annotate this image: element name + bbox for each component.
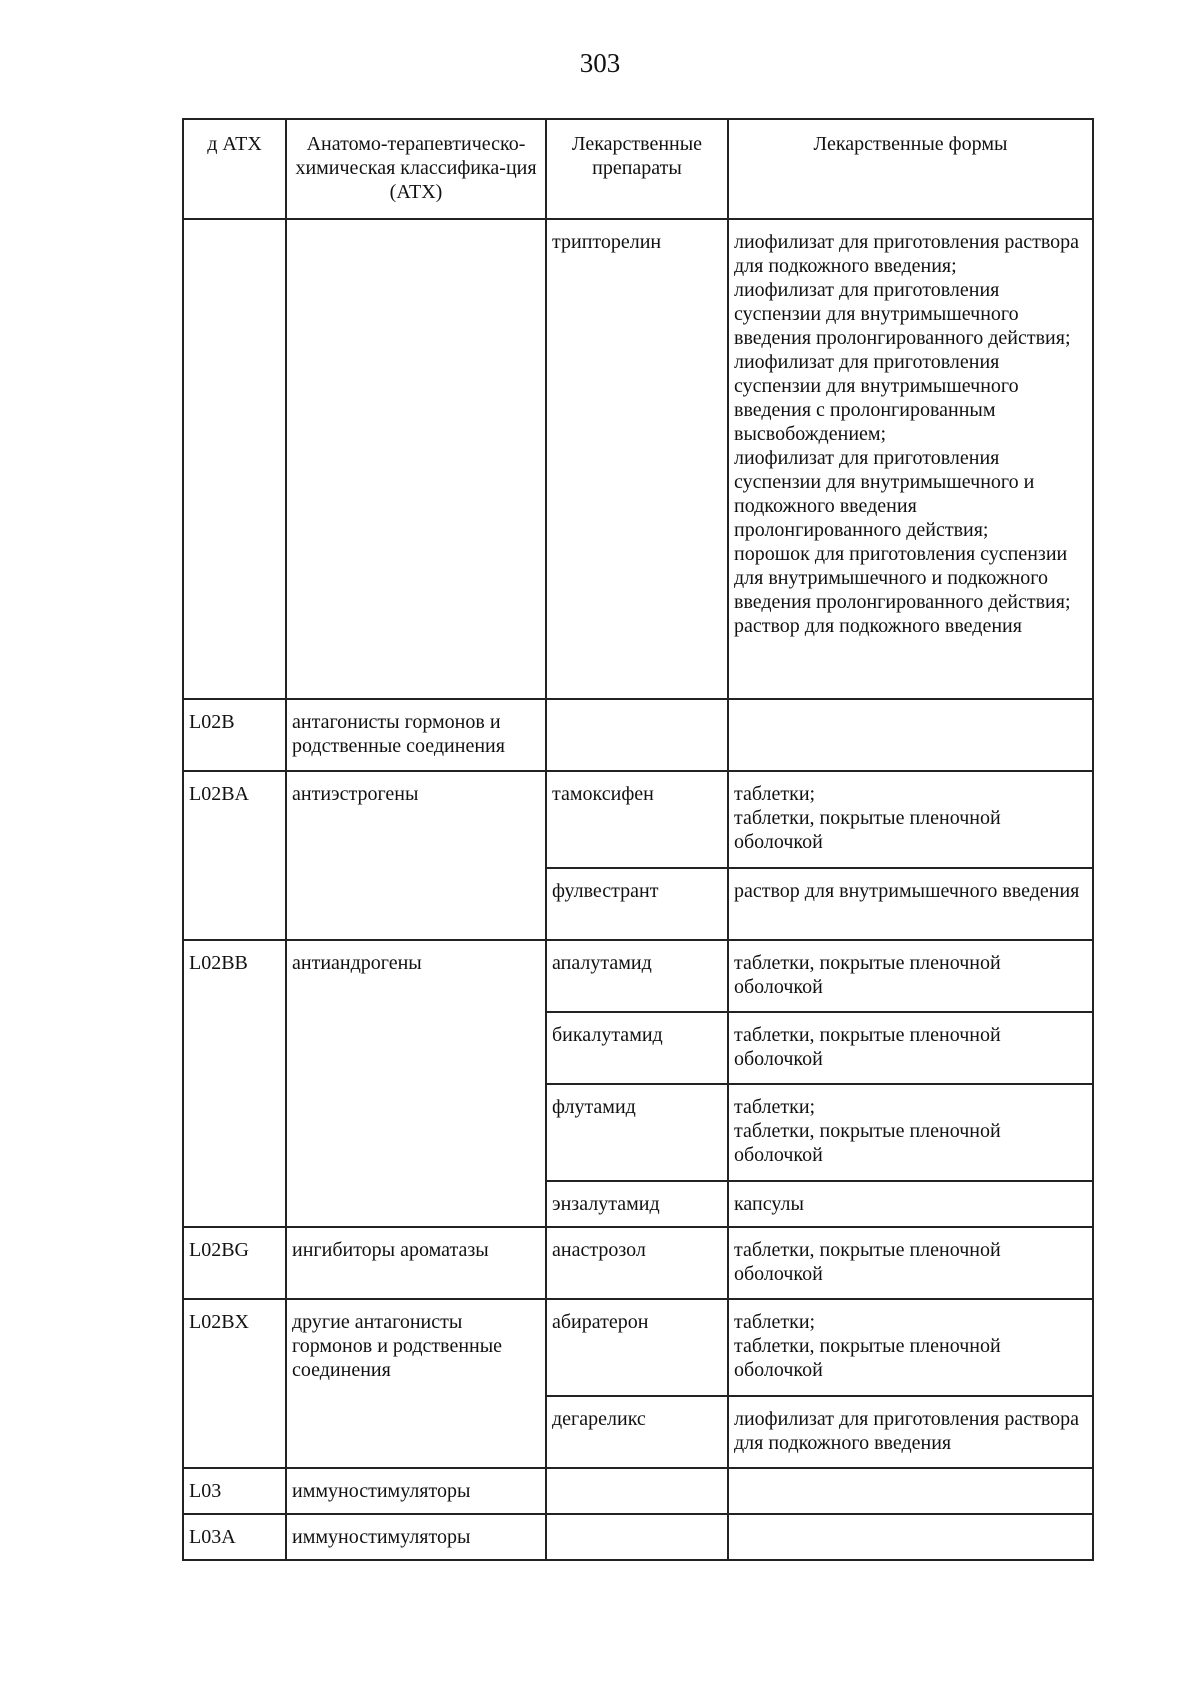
forms-cell	[728, 1299, 1093, 1396]
form-item: таблетки, покрытые пленочной оболочкой	[734, 1024, 1001, 1070]
drug-cell: трипторелин	[546, 219, 728, 699]
table-row	[183, 699, 1093, 771]
form-item: таблетки, покрытые пленочной оболочкой	[734, 1120, 1001, 1166]
form-item: лиофилизат для приготовления суспензии для внутримышечного введения с пролонгированным высвобождением;	[734, 351, 1019, 445]
code-cell: L02BB	[183, 940, 286, 1227]
class-cell: иммуностимуляторы	[286, 1514, 546, 1560]
drug-cell: анастрозол	[546, 1227, 728, 1299]
form-item: таблетки;	[734, 1311, 816, 1333]
class-cell: ингибиторы ароматазы	[286, 1227, 546, 1299]
drug-cell: фулвестрант	[546, 868, 728, 940]
table-row	[183, 1299, 1093, 1396]
forms-cell	[728, 1227, 1093, 1299]
drug-cell: дегареликс	[546, 1396, 728, 1468]
class-cell: другие антагонисты гормонов и родственные соединения	[286, 1299, 546, 1468]
table-row	[183, 219, 1093, 699]
code-cell: L02B	[183, 699, 286, 771]
class-cell: антиэстрогены	[286, 771, 546, 940]
forms-cell	[728, 940, 1093, 1012]
forms-cell	[728, 1396, 1093, 1468]
forms-cell	[728, 868, 1093, 940]
code-cell: L03A	[183, 1514, 286, 1560]
forms-cell	[728, 1514, 1093, 1560]
code-cell: L02BA	[183, 771, 286, 940]
drug-cell: бикалутамид	[546, 1012, 728, 1084]
form-item: капсулы	[734, 1193, 804, 1215]
code-cell: L03	[183, 1468, 286, 1514]
drug-cell: апалутамид	[546, 940, 728, 1012]
table-header-row	[183, 119, 1093, 219]
table-row	[183, 940, 1093, 1012]
code-cell: L02BX	[183, 1299, 286, 1468]
form-item: раствор для внутримышечного введения	[734, 880, 1080, 902]
form-item: порошок для приготовления суспензии для внутримышечного и подкожного введения пролонгированного действия;	[734, 543, 1071, 613]
header-code: д АТХ	[183, 119, 286, 219]
table-row	[183, 771, 1093, 868]
drug-cell: энзалутамид	[546, 1181, 728, 1227]
form-item: таблетки;	[734, 783, 816, 805]
form-item: таблетки, покрытые пленочной оболочкой	[734, 807, 1001, 853]
atx-table	[182, 118, 1094, 1561]
form-item: таблетки, покрытые пленочной оболочкой	[734, 1239, 1001, 1285]
code-cell	[183, 219, 286, 699]
forms-cell	[728, 219, 1093, 699]
class-cell: антиандрогены	[286, 940, 546, 1227]
form-item: лиофилизат для приготовления суспензии для внутримышечного и подкожного введения пролонгированного действия;	[734, 447, 1035, 541]
form-item: таблетки, покрытые пленочной оболочкой	[734, 1335, 1001, 1381]
form-item: таблетки;	[734, 1096, 816, 1118]
form-item: раствор для подкожного введения	[734, 615, 1022, 637]
class-cell: иммуностимуляторы	[286, 1468, 546, 1514]
forms-cell	[728, 1012, 1093, 1084]
header-drugs: Лекарственные препараты	[546, 119, 728, 219]
table-row	[183, 1468, 1093, 1514]
table-row	[183, 1227, 1093, 1299]
forms-cell	[728, 699, 1093, 771]
form-item: лиофилизат для приготовления суспензии для внутримышечного введения пролонгированного действия;	[734, 279, 1071, 349]
form-item: лиофилизат для приготовления раствора для подкожного введения	[734, 1408, 1080, 1454]
drug-cell: абиратерон	[546, 1299, 728, 1396]
drug-cell: флутамид	[546, 1084, 728, 1181]
drug-cell	[546, 1468, 728, 1514]
page-number: 303	[579, 48, 621, 78]
header-classification: Анатомо-терапевтическо-химическая классифика-ция (АТХ)	[286, 119, 546, 219]
forms-cell	[728, 1468, 1093, 1514]
header-forms: Лекарственные формы	[728, 119, 1093, 219]
forms-cell	[728, 1181, 1093, 1227]
forms-cell	[728, 1084, 1093, 1181]
drug-cell	[546, 1514, 728, 1560]
drug-cell: тамоксифен	[546, 771, 728, 868]
form-item: лиофилизат для приготовления раствора для подкожного введения;	[734, 231, 1080, 277]
class-cell: антагонисты гормонов и родственные соединения	[286, 699, 546, 771]
forms-cell	[728, 771, 1093, 868]
code-cell: L02BG	[183, 1227, 286, 1299]
form-item: таблетки, покрытые пленочной оболочкой	[734, 952, 1001, 998]
drug-cell	[546, 699, 728, 771]
class-cell	[286, 219, 546, 699]
table-row	[183, 1514, 1093, 1560]
